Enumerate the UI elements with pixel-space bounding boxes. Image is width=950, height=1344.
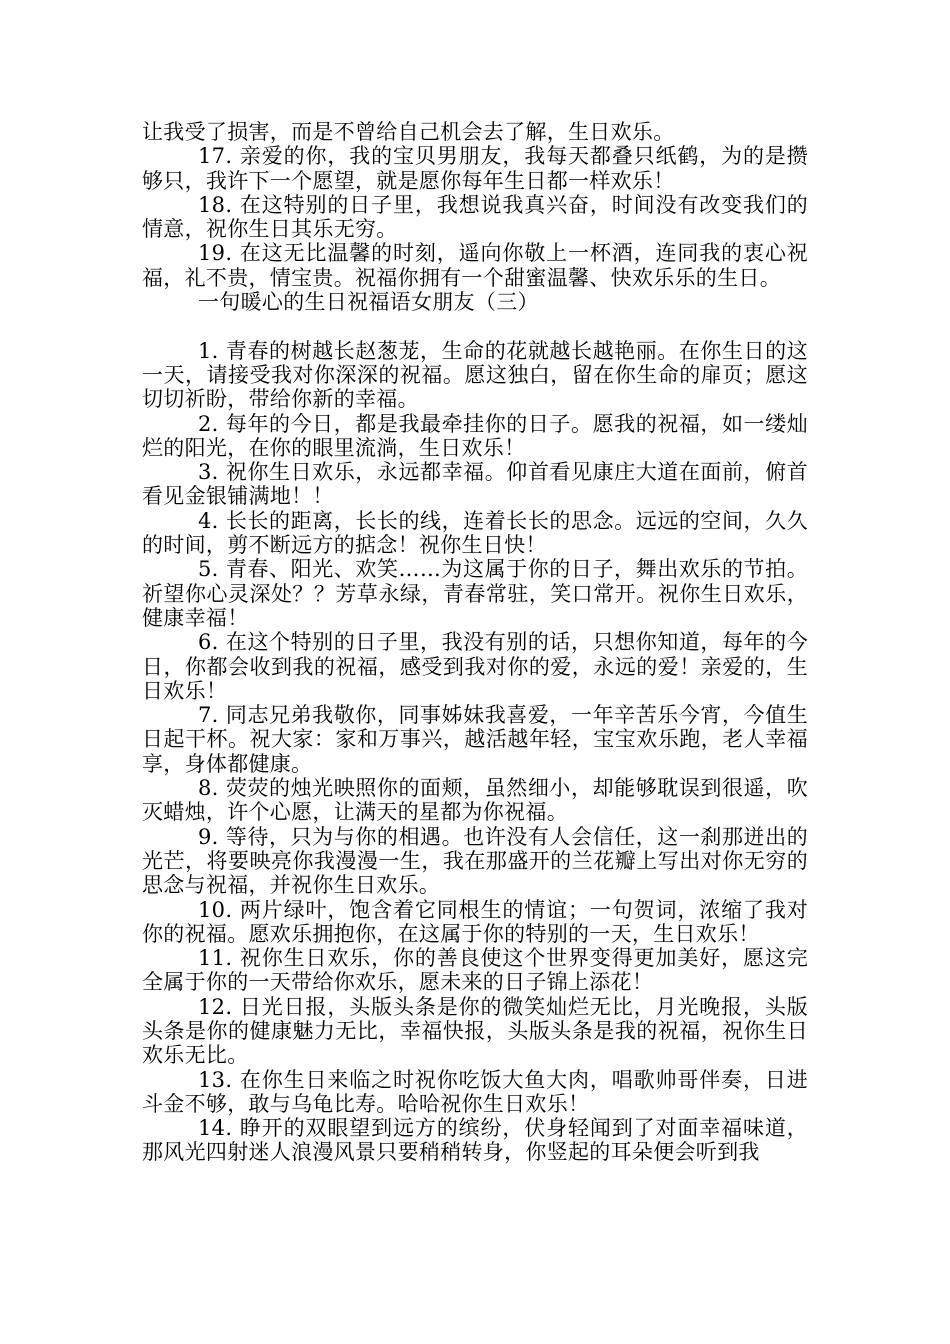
wish-paragraph-8: 8. 荧荧的烛光映照你的面颊，虽然细小，却能够耽误到很遥，吹灭蜡烛，许个心愿，让满天的星都为你祝福。 [142,776,808,825]
blank-line [142,314,808,338]
wish-paragraph-6: 6. 在这个特别的日子里，我没有别的话，只想你知道，每年的今日，你都会收到我的祝福，感受到我对你的爱，永远的爱！亲爱的，生日欢乐！ [142,630,808,703]
wish-paragraph-14: 14. 睁开的双眼望到远方的缤纷，伏身轻闻到了对面幸福味道，那风光四射迷人浪漫风景只要稍稍转身，你竖起的耳朵便会听到我 [142,1116,808,1165]
wish-paragraph-3: 3. 祝你生日欢乐，永远都幸福。仰首看见康庄大道在面前，俯首看见金银铺满地！！ [142,460,808,509]
lead-paragraph: 让我受了损害，而是不曾给自己机会去了解，生日欢乐。 [142,120,675,144]
section-heading: 一句暖心的生日祝福语女朋友（三） [198,290,539,315]
document-body [142,120,808,1165]
wish-paragraph-4: 4. 长长的距离，长长的线，连着长长的思念。远远的空间，久久的时间，剪不断远方的掂念！祝你生日快！ [142,508,808,558]
wish-paragraph-11: 11. 祝你生日欢乐，你的善良使这个世界变得更加美好，愿这完全属于你的一天带给你欢乐，愿未来的日子锦上添花！ [142,946,808,995]
wish-paragraph-19: 19. 在这无比温馨的时刻，遥向你敬上一杯酒，连同我的衷心祝福，礼不贵，情宝贵。祝福你拥有一个甜蜜温馨、快欢乐乐的生日。 [142,241,808,290]
wish-paragraph-5: 5. 青春、阳光、欢笑……为这属于你的日子，舞出欢乐的节拍。祈望你心灵深处？？芳草永绿，青春常驻，笑口常开。祝你生日欢乐，健康幸福！ [142,557,808,630]
wish-paragraph-9: 9. 等待，只为与你的相遇。也许没有人会信任，这一刹那迸出的光芒，将要映亮你我漫漫一生，我在那盛开的兰花瓣上写出对你无穷的思念与祝福，并祝你生日欢乐。 [142,824,808,898]
wish-paragraph-1: 1. 青春的树越长赵葱茏，生命的花就越长越艳丽。在你生日的这一天，请接受我对你深深的祝福。愿这独白，留在你生命的扉页；愿这切切祈盼，带给你新的幸福。 [142,338,808,412]
wish-paragraph-2: 2. 每年的今日，都是我最牵挂你的日子。愿我的祝福，如一缕灿烂的阳光，在你的眼里流淌，生日欢乐！ [142,411,808,460]
wish-paragraph-7: 7. 同志兄弟我敬你，同事姊妹我喜爱，一年辛苦乐今宵，今值生日起干杯。祝大家：家和万事兴，越活越年轻，宝宝欢乐跑，老人幸福享，身体都健康。 [142,703,808,776]
wish-paragraph-17: 17. 亲爱的你，我的宝贝男朋友，我每天都叠只纸鹤，为的是攒够只，我许下一个愿望，就是愿你每年生日都一样欢乐！ [142,144,808,193]
wish-paragraph-18: 18. 在这特别的日子里，我想说我真兴奋，时间没有改变我们的情意，祝你生日其乐无穷。 [142,192,808,242]
wish-paragraph-13: 13. 在你生日来临之时祝你吃饭大鱼大肉，唱歌帅哥伴奏，日进斗金不够，敢与乌龟比寿。哈哈祝你生日欢乐！ [142,1067,808,1116]
wish-paragraph-12: 12. 日光日报，头版头条是你的微笑灿烂无比，月光晚报，头版头条是你的健康魅力无比，幸福快报，头版头条是我的祝福，祝你生日欢乐无比。 [142,994,808,1068]
wish-paragraph-10: 10. 两片绿叶，饱含着它同根生的情谊；一句贺词，浓缩了我对你的祝福。愿欢乐拥抱你，在这属于你的特别的一天，生日欢乐！ [142,897,808,946]
